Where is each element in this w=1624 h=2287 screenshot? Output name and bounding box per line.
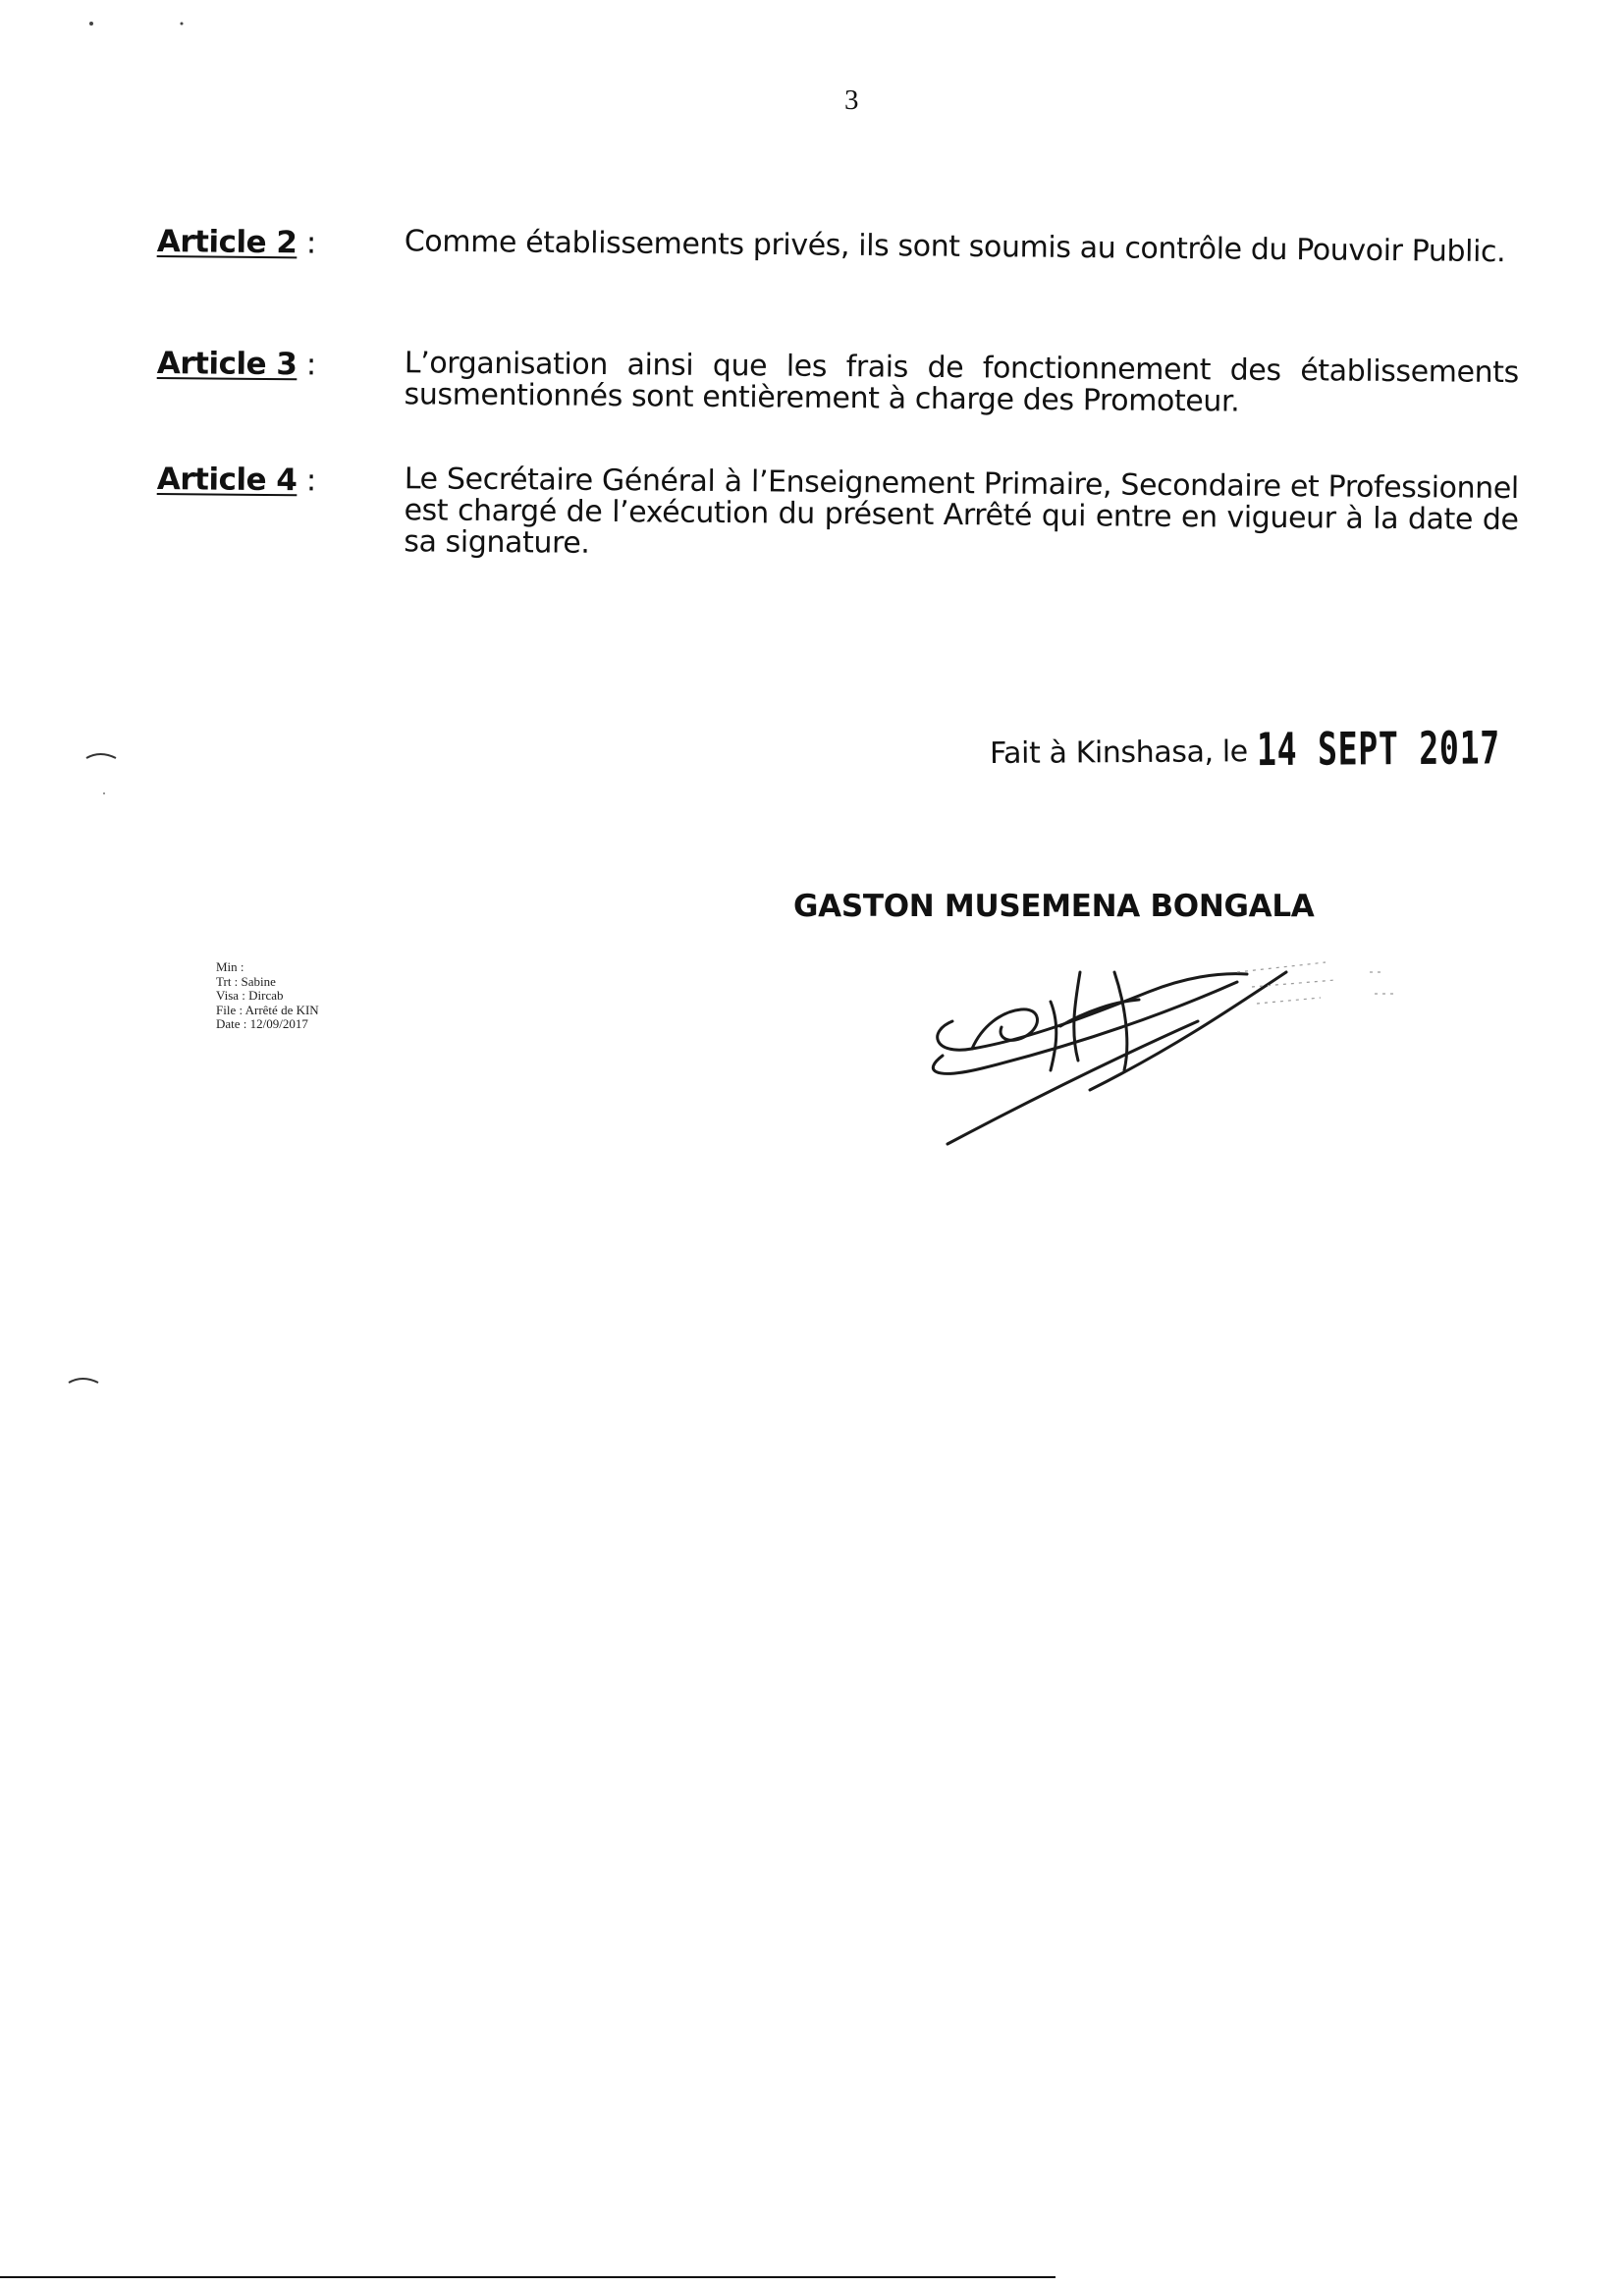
reference-line: Min : <box>216 959 244 974</box>
handwritten-signature <box>913 933 1463 1149</box>
place-text: Fait à Kinshasa, le <box>989 735 1258 771</box>
article-text: Le Secrétaire Général à l’Enseignement Primaire, Secondaire et Professionnel est chargé de l’exécution du présent Arrêté qui entre en vigueur à la date de sa signature. <box>404 462 1519 561</box>
reference-line: Visa : Dircab <box>216 988 284 1003</box>
reference-line: Trt : Sabine <box>216 973 276 989</box>
scan-speck-marks <box>83 14 191 33</box>
reference-line: Date : 12/09/2017 <box>216 1016 308 1031</box>
page-bottom-rule <box>0 2276 1056 2278</box>
article-text: L’organisation ainsi que les frais de fonctionnement des établissements susmentionnés sont entièrement à charge des Promoteur. <box>404 346 1519 419</box>
page-number: 3 <box>844 84 859 116</box>
article-heading: Article 3 <box>156 346 298 383</box>
date-stamp: 14 SEPT 2017 <box>1256 721 1501 777</box>
article-separator: : <box>297 347 316 383</box>
punch-mark-upper <box>82 744 122 803</box>
article-text: Comme établissements privés, ils sont soumis au contrôle du Pouvoir Public. <box>404 224 1506 270</box>
article-2 <box>156 224 1551 270</box>
reference-block <box>216 960 319 1032</box>
article-label <box>157 224 393 261</box>
place-and-date <box>990 721 1596 778</box>
article-3 <box>156 346 1551 419</box>
article-4 <box>156 462 1551 561</box>
signatory-name: GASTON MUSEMENA BONGALA <box>793 889 1315 924</box>
reference-line: File : Arrêté de KIN <box>216 1002 319 1017</box>
article-heading: Article 2 <box>156 224 298 261</box>
article-label <box>157 346 393 383</box>
punch-mark-lower <box>65 1369 104 1392</box>
article-heading: Article 4 <box>156 462 298 499</box>
article-separator: : <box>297 225 316 261</box>
article-separator: : <box>297 463 316 499</box>
article-label <box>157 462 393 499</box>
